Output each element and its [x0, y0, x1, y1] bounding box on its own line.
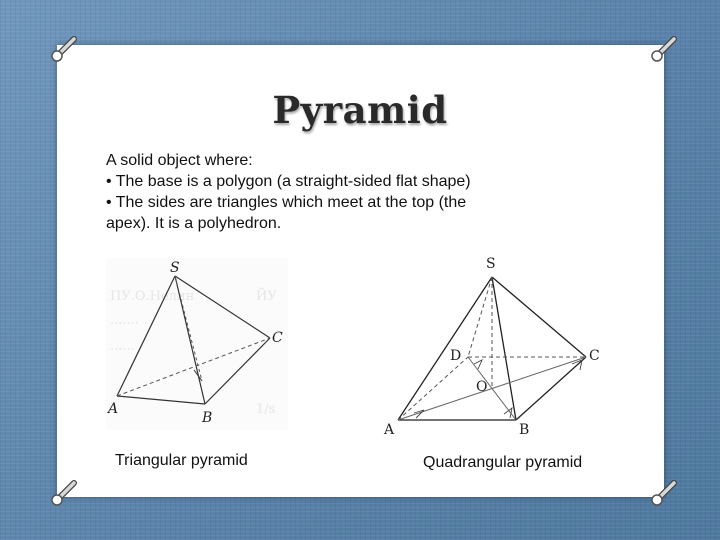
- vertex-label-c: C: [589, 348, 600, 364]
- pin-icon: [643, 30, 683, 70]
- vertex-label-a: A: [108, 401, 119, 417]
- pin-icon: [43, 474, 83, 514]
- vertex-label-s: S: [170, 260, 180, 276]
- vertex-label-b: B: [519, 422, 530, 438]
- definition-line: A solid object where:: [106, 152, 253, 169]
- vertex-label-a: A: [384, 422, 395, 438]
- ghost-text: 1/s: [256, 402, 276, 417]
- definition-line: apex). It is a polyhedron.: [106, 215, 282, 232]
- ghost-text: ЙУ: [256, 289, 277, 304]
- vertex-label-c: C: [272, 330, 283, 346]
- quadrangular-pyramid-figure: [376, 248, 608, 442]
- pin-icon: [643, 474, 683, 514]
- definition-text: [106, 150, 606, 234]
- ghost-text: ПУ.О.Нелин: [110, 289, 195, 304]
- vertex-label-o: O: [476, 379, 488, 395]
- ghost-text: .......: [110, 313, 139, 328]
- definition-line: • The base is a polygon (a straight-sided flat shape): [106, 173, 471, 190]
- ghost-text: ......: [110, 339, 135, 354]
- vertex-label-d: D: [450, 348, 462, 364]
- quadrangular-pyramid-caption: Quadrangular pyramid: [423, 454, 583, 471]
- slide-title: Pyramid: [272, 88, 448, 132]
- vertex-label-b: B: [202, 410, 213, 426]
- vertex-label-s: S: [486, 256, 496, 272]
- triangular-pyramid-caption: Triangular pyramid: [115, 452, 248, 469]
- definition-line: • The sides are triangles which meet at the top (the: [106, 194, 467, 211]
- pin-icon: [43, 30, 83, 70]
- triangular-pyramid-figure: [106, 258, 288, 430]
